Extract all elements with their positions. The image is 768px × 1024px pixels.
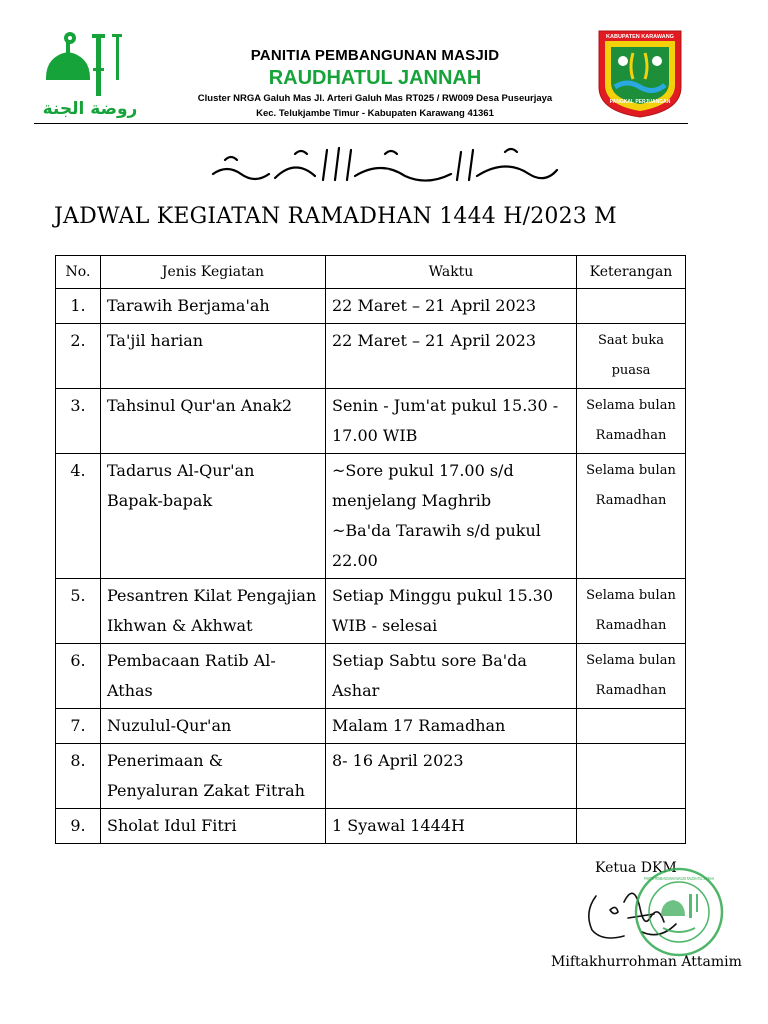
cell-no: 9. <box>56 809 101 844</box>
cell-waktu <box>326 389 577 454</box>
cell-kegiatan <box>101 289 326 324</box>
schedule-table <box>55 255 686 844</box>
cell-kegiatan-line: Nuzulul-Qur'an <box>107 716 232 735</box>
cell-kegiatan <box>101 579 326 644</box>
cell-kegiatan-line: Sholat Idul Fitri <box>107 816 237 835</box>
cell-waktu-line: Setiap Minggu pukul 15.30 <box>332 586 554 605</box>
cell-no: 5. <box>56 579 101 644</box>
cell-waktu-line: 17.00 WIB <box>332 426 418 445</box>
cell-kegiatan <box>101 709 326 744</box>
cell-kegiatan-line: Tadarus Al-Qur'an <box>107 461 255 480</box>
header-divider <box>34 123 688 124</box>
cell-keterangan-line: Selama bulan <box>586 588 676 603</box>
basmalah-calligraphy <box>205 140 565 188</box>
cell-kegiatan-line: Pesantren Kilat Pengajian <box>107 586 317 605</box>
cell-waktu <box>326 644 577 709</box>
table-row <box>56 744 686 809</box>
address-line2: Kec. Telukjambe Timur - Kabupaten Karawang 41361 <box>256 108 494 119</box>
cell-kegiatan-line: Bapak-bapak <box>107 491 213 510</box>
cell-keterangan-line: Selama bulan <box>586 398 676 413</box>
cell-waktu-line: 8- 16 April 2023 <box>332 751 464 770</box>
cell-keterangan-line: Ramadhan <box>595 493 667 508</box>
cell-keterangan-line <box>583 746 679 759</box>
cell-keterangan-line <box>583 291 679 304</box>
cell-kegiatan-line: Athas <box>107 681 153 700</box>
cell-waktu <box>326 744 577 809</box>
official-stamp <box>633 866 725 958</box>
cell-kegiatan-line: Penerimaan & <box>107 751 223 770</box>
header-waktu: Waktu <box>326 256 577 289</box>
cell-kegiatan <box>101 744 326 809</box>
cell-keterangan <box>577 289 686 324</box>
cell-waktu <box>326 454 577 579</box>
cell-waktu-line: 22.00 <box>332 551 378 570</box>
cell-kegiatan-line: Tarawih Berjama'ah <box>107 296 270 315</box>
table-row <box>56 454 686 579</box>
cell-waktu-line: WIB - selesai <box>332 616 438 635</box>
cell-keterangan-line <box>583 711 679 724</box>
logo-left-text: روضة الجنة <box>42 99 138 119</box>
cell-keterangan-line: Saat buka <box>597 333 665 348</box>
cell-no: 3. <box>56 389 101 454</box>
cell-no: 4. <box>56 454 101 579</box>
cell-no: 2. <box>56 324 101 389</box>
cell-keterangan <box>577 389 686 454</box>
cell-waktu-line: 1 Syawal 1444H <box>332 816 465 835</box>
cell-keterangan-line: Ramadhan <box>595 618 667 633</box>
org-name-line1: PANITIA PEMBANGUNAN MASJID <box>250 47 500 64</box>
cell-waktu-line: Setiap Sabtu sore Ba'da Ashar <box>332 651 527 700</box>
karawang-regency-crest-icon <box>593 27 687 120</box>
table-row <box>56 324 686 389</box>
cell-waktu-line: menjelang Maghrib <box>332 491 492 510</box>
cell-kegiatan <box>101 389 326 454</box>
mosque-logo-icon <box>34 26 154 121</box>
cell-kegiatan <box>101 644 326 709</box>
table-row <box>56 289 686 324</box>
table-row <box>56 579 686 644</box>
page-title: JADWAL KEGIATAN RAMADHAN 1444 H/2023 M <box>54 204 617 229</box>
table-row <box>56 644 686 709</box>
cell-keterangan <box>577 324 686 389</box>
header-keterangan: Keterangan <box>577 256 686 289</box>
cell-waktu <box>326 579 577 644</box>
cell-waktu-line: Malam 17 Ramadhan <box>332 716 506 735</box>
cell-keterangan-line: puasa <box>611 363 651 378</box>
cell-keterangan <box>577 454 686 579</box>
cell-waktu-line: Senin - Jum'at pukul 15.30 - <box>332 396 559 415</box>
cell-kegiatan-line: Tahsinul Qur'an Anak2 <box>107 396 293 415</box>
cell-kegiatan-line: Pembacaan Ratib Al- <box>107 651 276 670</box>
header-kegiatan: Jenis Kegiatan <box>101 256 326 289</box>
cell-kegiatan <box>101 454 326 579</box>
table-row <box>56 709 686 744</box>
cell-keterangan <box>577 709 686 744</box>
cell-kegiatan <box>101 324 326 389</box>
cell-waktu <box>326 709 577 744</box>
cell-keterangan-line: Ramadhan <box>595 683 667 698</box>
basmalah-text: بسم الله الرحمن الرحيم <box>379 170 391 171</box>
letterhead <box>0 0 768 135</box>
cell-waktu-line: 22 Maret – 21 April 2023 <box>332 296 537 315</box>
cell-kegiatan-line: Penyaluran Zakat Fitrah <box>107 781 305 800</box>
cell-keterangan <box>577 644 686 709</box>
cell-kegiatan <box>101 809 326 844</box>
crest-bottom-text: PANGKAL PERJUANGAN <box>609 99 671 105</box>
cell-keterangan-line <box>583 811 679 824</box>
table-row <box>56 809 686 844</box>
cell-no: 7. <box>56 709 101 744</box>
cell-kegiatan-line: Ta'jil harian <box>107 331 204 350</box>
signatory-name: Miftakhurrohman Attamim <box>551 954 742 970</box>
cell-kegiatan-line: Ikhwan & Akhwat <box>107 616 253 635</box>
cell-waktu-line: ~Ba'da Tarawih s/d pukul <box>332 521 541 540</box>
header-no: No. <box>56 256 101 289</box>
cell-waktu-line: ~Sore pukul 17.00 s/d <box>332 461 514 480</box>
cell-waktu <box>326 289 577 324</box>
cell-keterangan-line: Ramadhan <box>595 428 667 443</box>
stamp-text: PANITIA PEMBANGUNAN MASJID RAUDHATUL JANNAH <box>644 876 714 881</box>
table-row <box>56 389 686 454</box>
address-line1: Cluster NRGA Galuh Mas Jl. Arteri Galuh Mas RT025 / RW009 Desa Puseurjaya <box>197 93 553 104</box>
cell-waktu <box>326 324 577 389</box>
crest-top-text: KABUPATEN KARAWANG <box>606 34 674 40</box>
signature-role: Ketua DKM <box>595 860 677 876</box>
org-name-line2: RAUDHATUL JANNAH <box>268 67 482 89</box>
cell-keterangan-line: Selama bulan <box>586 463 676 478</box>
cell-no: 8. <box>56 744 101 809</box>
cell-keterangan <box>577 809 686 844</box>
cell-keterangan <box>577 744 686 809</box>
cell-keterangan <box>577 579 686 644</box>
cell-no: 1. <box>56 289 101 324</box>
cell-waktu <box>326 809 577 844</box>
table-header-row <box>56 256 686 289</box>
cell-no: 6. <box>56 644 101 709</box>
cell-waktu-line: 22 Maret – 21 April 2023 <box>332 331 537 350</box>
cell-keterangan-line: Selama bulan <box>586 653 676 668</box>
